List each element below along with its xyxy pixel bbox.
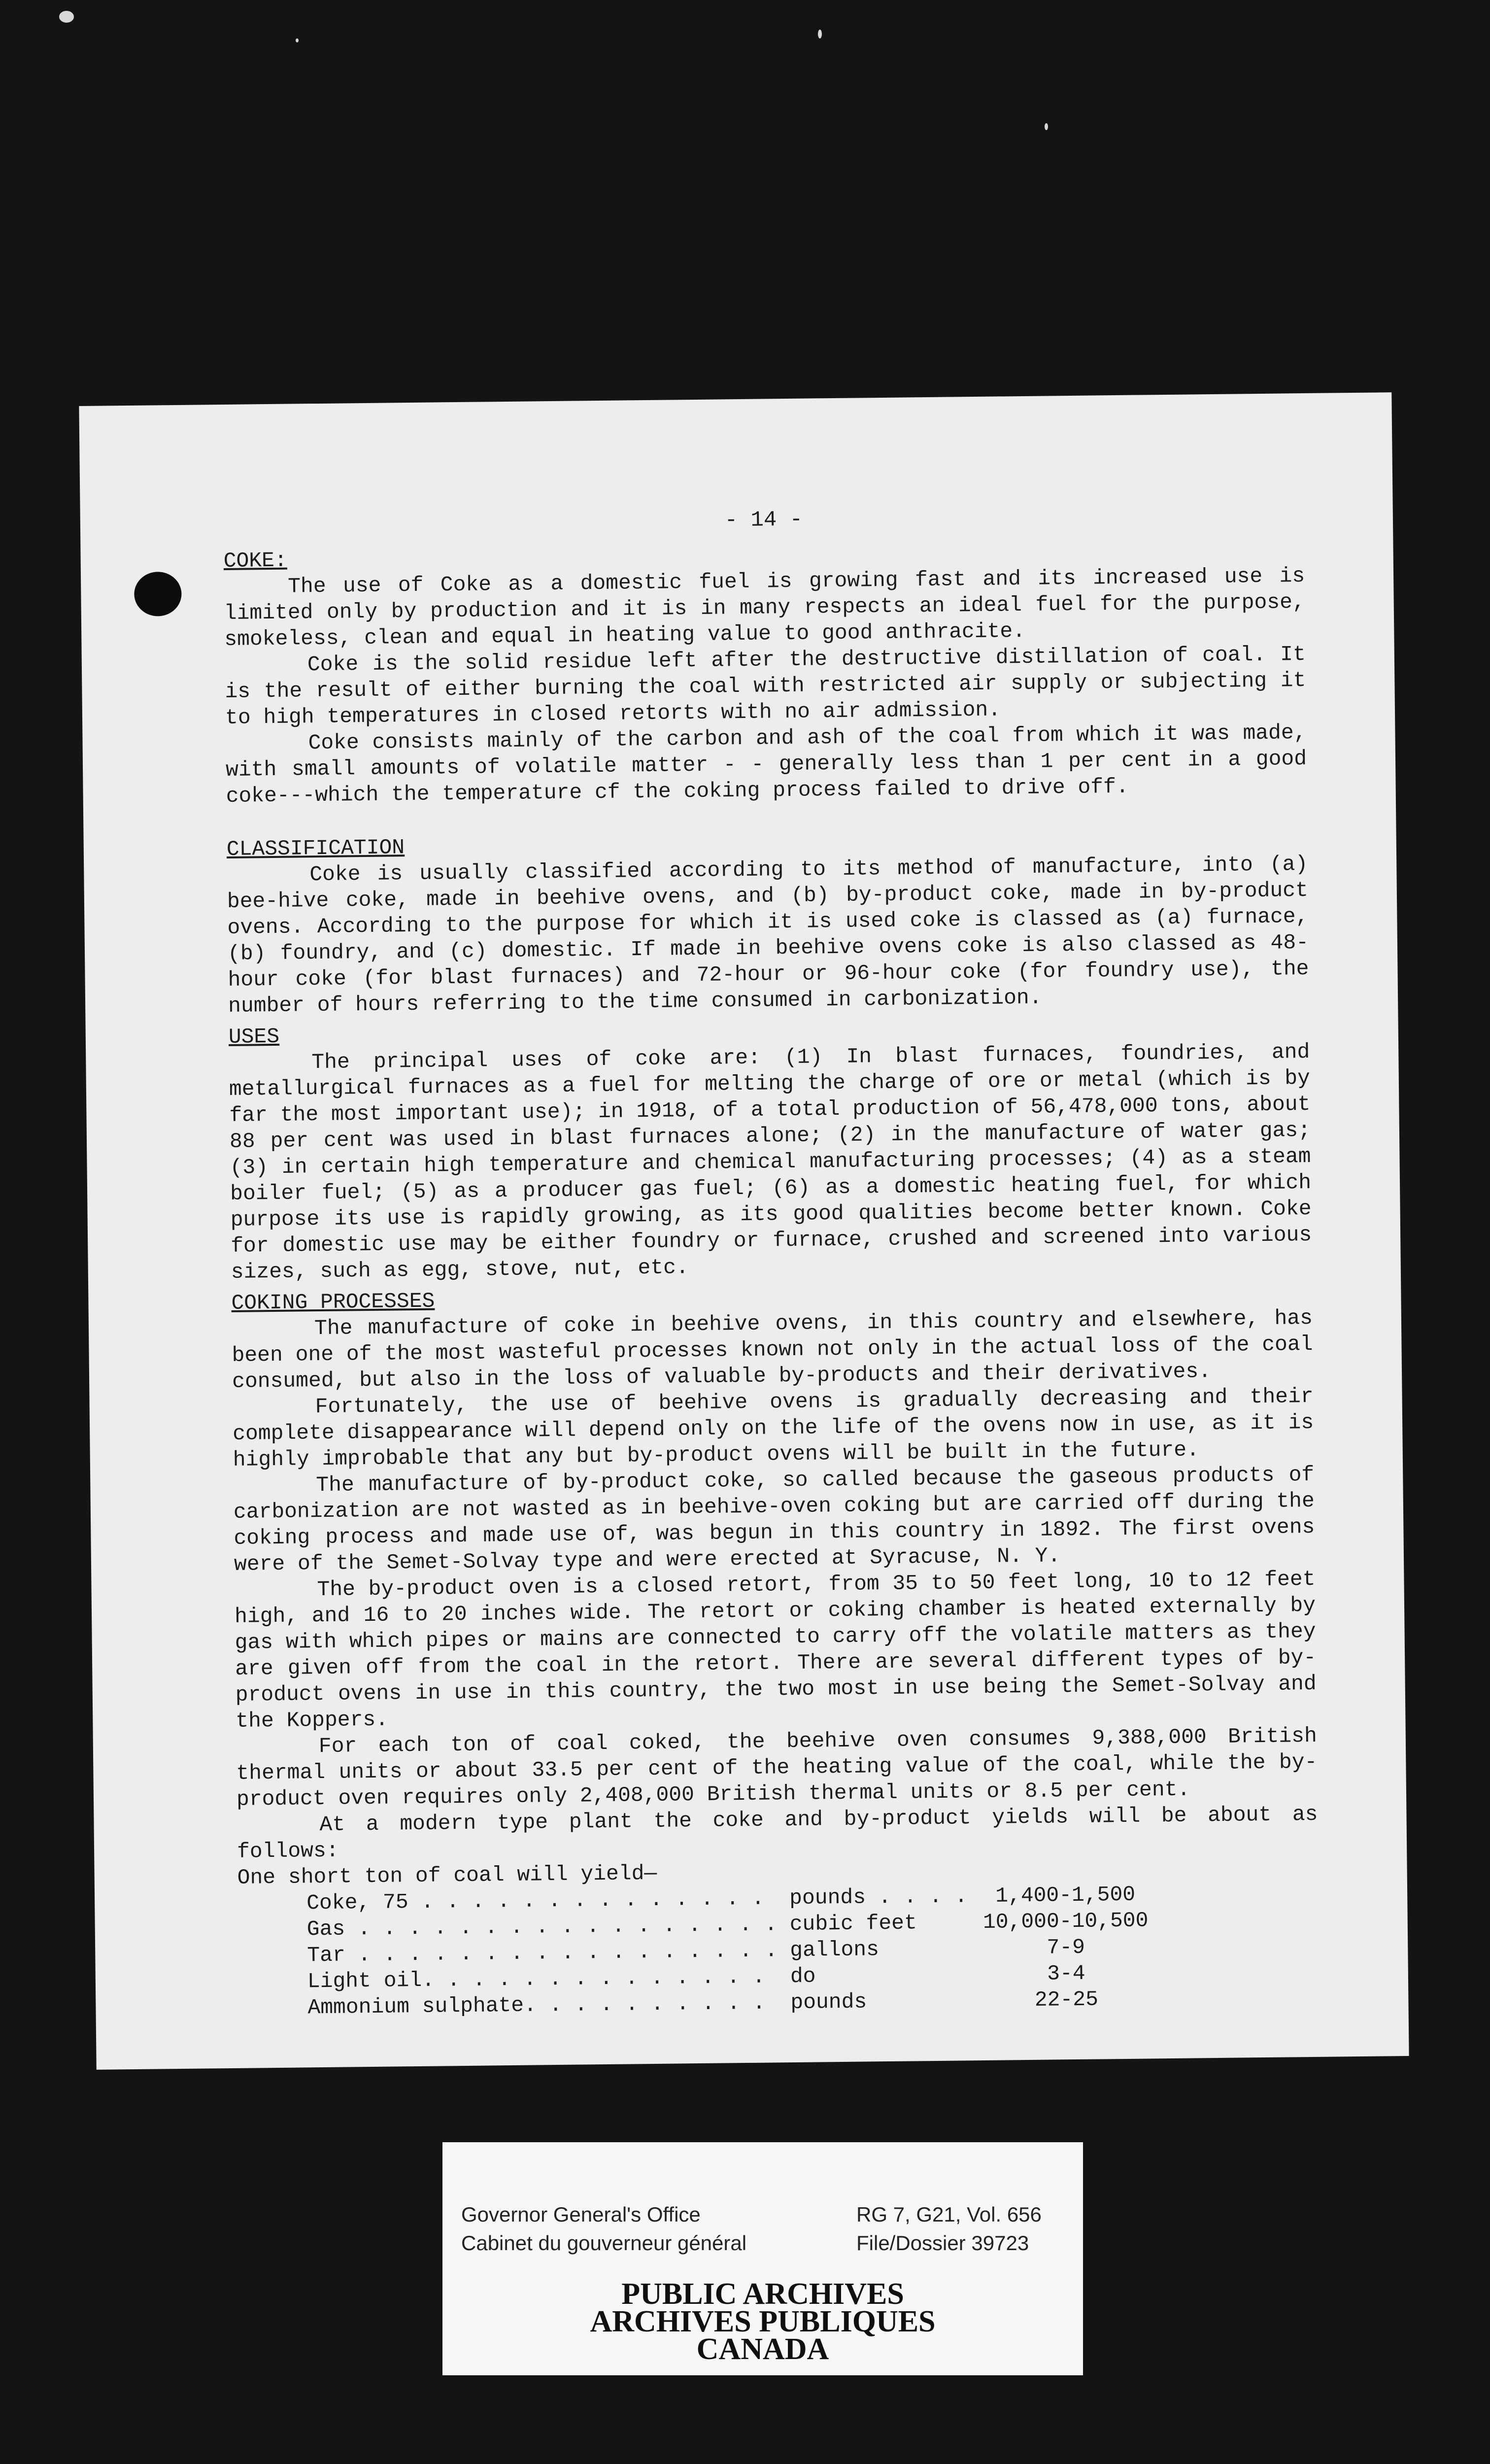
yield-item: Tar . . . . . . . . . . . . . . . . . bbox=[307, 1938, 778, 1968]
yield-unit: pounds bbox=[790, 1989, 867, 2015]
label-office bbox=[461, 2200, 746, 2258]
yield-unit: pounds . . . . bbox=[789, 1884, 968, 1911]
section-uses bbox=[229, 1013, 1312, 1285]
paragraph: Coke is the solid residue left after the destructive distillation of coal. It is the result of either burning the coal with restricted air supply or subjecting it to high temperatures in closed retorts with no air admission. bbox=[225, 642, 1306, 730]
punch-hole-icon bbox=[134, 572, 182, 616]
archive-label bbox=[442, 2142, 1083, 2375]
stamp-line: CANADA bbox=[696, 2332, 829, 2366]
stamp-line: PUBLIC ARCHIVES bbox=[621, 2277, 904, 2311]
yield-item: Ammonium sulphate. . . . . . . . . . bbox=[307, 1990, 766, 2020]
film-speck bbox=[818, 30, 822, 38]
page-number: - 14 - bbox=[724, 507, 803, 533]
section-coking-processes bbox=[231, 1279, 1320, 2021]
yield-table bbox=[306, 1881, 1155, 2020]
section-heading-uses: USES bbox=[228, 1024, 280, 1049]
film-speck bbox=[1045, 123, 1048, 130]
label-reference-number: RG 7, G21, Vol. 656 bbox=[856, 2203, 1042, 2226]
yield-item: Light oil. . . . . . . . . . . . . . bbox=[307, 1964, 766, 1994]
paragraph: The manufacture of by-product coke, so called because the gaseous products of carbonization are not wasted as in beehive-oven coking but are carried off during the coking process and made use of, was begun in this country in 1892. The first ovens were of the Semet-Solvay type and were erected at Syracuse, N. Y. bbox=[233, 1462, 1315, 1576]
document-page bbox=[79, 392, 1409, 2070]
paragraph: Coke is usually classified according to its method of manufacture, into (a) bee-hive coke, made in beehive ovens, and (b) by-product coke, made in by-product ovens. According to the purpose for which it is used coke is classed as (a) furnace, (b) foundry, and (c) domestic. If made in beehive ovens coke is also classed as 48-hour coke (for blast furnaces) and 72-hour or 96-hour coke (for foundry use), the number of hours referring to the time consumed in carbonization. bbox=[227, 852, 1309, 1018]
label-file-number: File/Dossier 39723 bbox=[856, 2231, 1029, 2255]
label-office-en: Governor General's Office bbox=[461, 2203, 701, 2226]
yield-item: Coke, 75 . . . . . . . . . . . . . . bbox=[306, 1886, 765, 1916]
paragraph: Coke consists mainly of the carbon and ash of the coal from which it was made, with small amounts of volatile matter - - generally less than 1 per cent in a good coke---which the temperature cf the coking process failed to drive off. bbox=[225, 720, 1307, 808]
yield-unit: do bbox=[790, 1964, 816, 1989]
section-coke bbox=[223, 537, 1307, 809]
paragraph: The manufacture of coke in beehive ovens, in this country and elsewhere, has been one of the most wasteful processes known not only in the actual loss of the coal consumed, but also in the loss of valuable by-products and their derivatives. bbox=[232, 1305, 1313, 1394]
label-reference bbox=[856, 2200, 1042, 2258]
film-speck bbox=[59, 11, 74, 23]
stamp-line: ARCHIVES PUBLIQUES bbox=[590, 2305, 936, 2338]
section-heading-coke: COKE: bbox=[223, 548, 287, 573]
section-heading-coking-processes: COKING PROCESSES bbox=[231, 1289, 435, 1315]
paragraph: The principal uses of coke are: (1) In blast furnaces, foundries, and metallurgical furnaces as a fuel for melting the charge of ore or metal (which is by far the most important use); in 1918, of a total production of 56,478,000 tons, about 88 per cent was used in blast furnaces alone; (2) in the manufacture of water gas; (3) in certain high temperature and chemical manufacturing processes; (4) as a steam boiler fuel; (5) as a producer gas fuel; (6) as a domestic heating fuel, for which purpose its use is rapidly growing, as its good qualities become better known. Coke for domestic use may be either foundry or furnace, crushed and screened into various sizes, such as egg, stove, nut, etc. bbox=[229, 1039, 1312, 1284]
yield-quantity: 3-4 bbox=[1047, 1961, 1085, 1986]
paragraph: Fortunately, the use of beehive ovens is gradually decreasing and their complete disappearance will depend only on the life of the ovens now in use, as it is highly improbable that any but by-product ovens will be built in the future. bbox=[232, 1384, 1314, 1472]
paragraph: The use of Coke as a domestic fuel is growing fast and its increased use is limited only by production and it is in many respects an ideal fuel for the purpose, smokeless, clean and equal in heating value to good anthracite. bbox=[224, 564, 1305, 651]
yield-item: Gas . . . . . . . . . . . . . . . . . bbox=[306, 1912, 778, 1942]
section-classification bbox=[227, 825, 1310, 1019]
archives-stamp bbox=[442, 2277, 1083, 2366]
yield-unit: gallons bbox=[790, 1937, 880, 1963]
yield-unit: cubic feet bbox=[789, 1911, 917, 1937]
yield-intro: One short ton of coal will yield— bbox=[237, 1861, 657, 1890]
section-heading-classification: CLASSIFICATION bbox=[226, 835, 405, 861]
yield-quantity: 7-9 bbox=[1047, 1935, 1085, 1960]
label-office-fr: Cabinet du gouverneur général bbox=[461, 2231, 747, 2255]
yield-quantity: 1,400-1,500 bbox=[995, 1882, 1136, 1908]
yield-quantity: 10,000-10,500 bbox=[982, 1908, 1149, 1934]
film-speck bbox=[296, 38, 299, 42]
paragraph: The by-product oven is a closed retort, from 35 to 50 feet long, 10 to 12 feet high, and 16 to 20 inches wide. The retort or coking chamber is heated externally by gas with which pipes or mains are connected to carry off the volatile matters as they are given off from the coal in the retort. There are several different types of by-product ovens in use in this country, the two most in use being the Semet-Solvay and the Koppers. bbox=[234, 1567, 1317, 1733]
paragraph: At a modern type plant the coke and by-product yields will be about as follows: bbox=[237, 1802, 1318, 1864]
yield-quantity: 22-25 bbox=[1034, 1987, 1099, 2012]
paragraph: For each ton of coal coked, the beehive oven consumes 9,388,000 British thermal units or about 33.5 per cent of the heating value of the coal, while the by-product oven requires only 2,408,000 British thermal units or 8.5 per cent. bbox=[236, 1723, 1318, 1812]
